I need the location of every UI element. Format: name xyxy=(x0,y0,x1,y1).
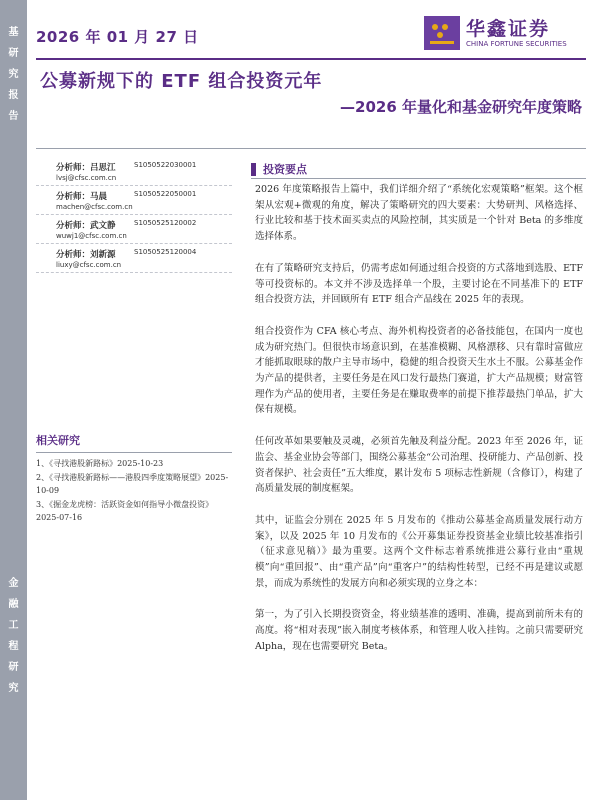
body-paragraph: 第一，为了引入长期投资资金，将业绩基准的透明、准确，提高到前所未有的高度。将“相对表现”嵌入制度考核体系，和管理人收入挂钩。之前只需要研究 Alpha，现在也需要研究 Beta。 xyxy=(255,609,583,652)
analyst-email[interactable]: machen@cfsc.com.cn xyxy=(56,203,133,211)
logo-name-en: CHINA FORTUNE SECURITIES xyxy=(466,40,567,48)
related-research xyxy=(36,432,232,525)
analyst-email[interactable]: wuwj1@cfsc.com.cn xyxy=(56,232,127,240)
section-title: 投资要点 xyxy=(263,163,307,176)
related-item[interactable]: 3、《掘金龙虎榜：活跃资金如何指导小微盘投资》2025-07-16 xyxy=(36,500,214,522)
section-heading xyxy=(251,161,586,179)
header-divider xyxy=(36,58,586,60)
analyst-email[interactable]: liuxy@cfsc.com.cn xyxy=(56,261,122,269)
section-marker-icon xyxy=(251,163,256,176)
analyst-name: 分析师：马晨 xyxy=(56,192,108,202)
title-divider xyxy=(36,148,586,149)
report-date: 2026 年 01 月 27 日 xyxy=(36,28,199,46)
analyst-name: 分析师：武文静 xyxy=(56,221,116,231)
body-paragraph: 任何改革如果要触及灵魂，必须首先触及利益分配。2023 年至 2026 年，证监会、基金业协会等部门，围绕公募基金“公司治理、投研能力、产品创新、投资者保护、社会责任”五大维度，累计发布 5 项标志性新规（含修订），构建了高质量发展的制度框架。 xyxy=(255,436,583,495)
analyst-cert: S1050522030001 xyxy=(134,161,197,169)
company-logo xyxy=(424,12,586,54)
related-item[interactable]: 1、《寻找港股新路标》2025-10-23 xyxy=(36,459,164,468)
side-label-bottom: 金 融 工 程 研 究 xyxy=(8,578,19,694)
logo-mark-icon xyxy=(424,16,460,50)
side-strip xyxy=(0,0,27,800)
body-paragraph: 其中，证监会分别在 2025 年 5 月发布的《推动公募基金高质量发展行动方案》，以及 2025 年 10 月发布的《公开募集证券投资基金业绩比较基准指引（征求意见稿）》最为重要。这两个文件标志着系统推进公募行业由“重规模”向“重回报”、由“重产品”向“重客户”的结构性转型，已经不再是建议或愿景，而成为系统性的发展方向和必须实现的立身之本： xyxy=(255,514,583,589)
body-paragraph: 组合投资作为 CFA 核心考点、海外机构投资者的必备技能包，在国内一度也成为研究热门。但很快市场意识到，在基准模糊、风格漂移、只有靠时富做应才能抓取眼球的散户主导市场中，稳健的组合投资天生水土不服。公募基金作为产品的提供者，主要任务是在风口发行最热门赛道，扩大产品规模；财富管理作为产品的使用者，主要任务是在赚取费率的前提下推荐最热门单品，扩大保有规模。 xyxy=(255,325,583,416)
analyst-email[interactable]: lvsj@cfsc.com.cn xyxy=(56,174,117,182)
side-label-top: 基 研 究 报 告 xyxy=(8,27,19,122)
main-body xyxy=(255,182,583,671)
analyst-cert: S1050522050001 xyxy=(134,190,197,198)
related-item[interactable]: 2、《寻找港股新路标——港股四季度策略展望》2025-10-09 xyxy=(36,473,229,495)
analyst-name: 分析师：刘新源 xyxy=(56,250,116,260)
analyst-cert: S1050525120004 xyxy=(134,248,197,256)
body-paragraph: 2026 年度策略报告上篇中，我们详细介绍了“系统化宏观策略”框架。这个框架从宏观+微观的角度，解决了策略研究的四大要素：大势研判、风格选择、行业比较和基于技术面买卖点的风险控制，其实质是一个针对 Beta 的多维度选择体系。 xyxy=(255,184,583,243)
analyst-entry xyxy=(36,247,232,273)
analyst-list xyxy=(36,160,232,276)
report-title: 公募新规下的 ETF 组合投资元年 xyxy=(40,71,323,92)
analyst-entry xyxy=(36,160,232,186)
related-research-title: 相关研究 xyxy=(36,434,80,447)
analyst-entry xyxy=(36,218,232,244)
logo-name-cn: 华鑫证券 xyxy=(466,18,551,40)
analyst-entry xyxy=(36,189,232,215)
analyst-name: 分析师：吕思江 xyxy=(56,163,116,173)
report-subtitle: —2026 年量化和基金研究年度策略 xyxy=(340,98,582,116)
analyst-cert: S1050525120002 xyxy=(134,219,197,227)
related-divider xyxy=(36,452,232,453)
body-paragraph: 在有了策略研究支持后，仍需考虑如何通过组合投资的方式落地到选股、ETF 等可投资标的。本文并不涉及选择单一个股，主要讨论在不同基准下的 ETF 组合投资方法，并回顾所有 ETF 组合产品线在 2025 年的表现。 xyxy=(255,262,583,306)
